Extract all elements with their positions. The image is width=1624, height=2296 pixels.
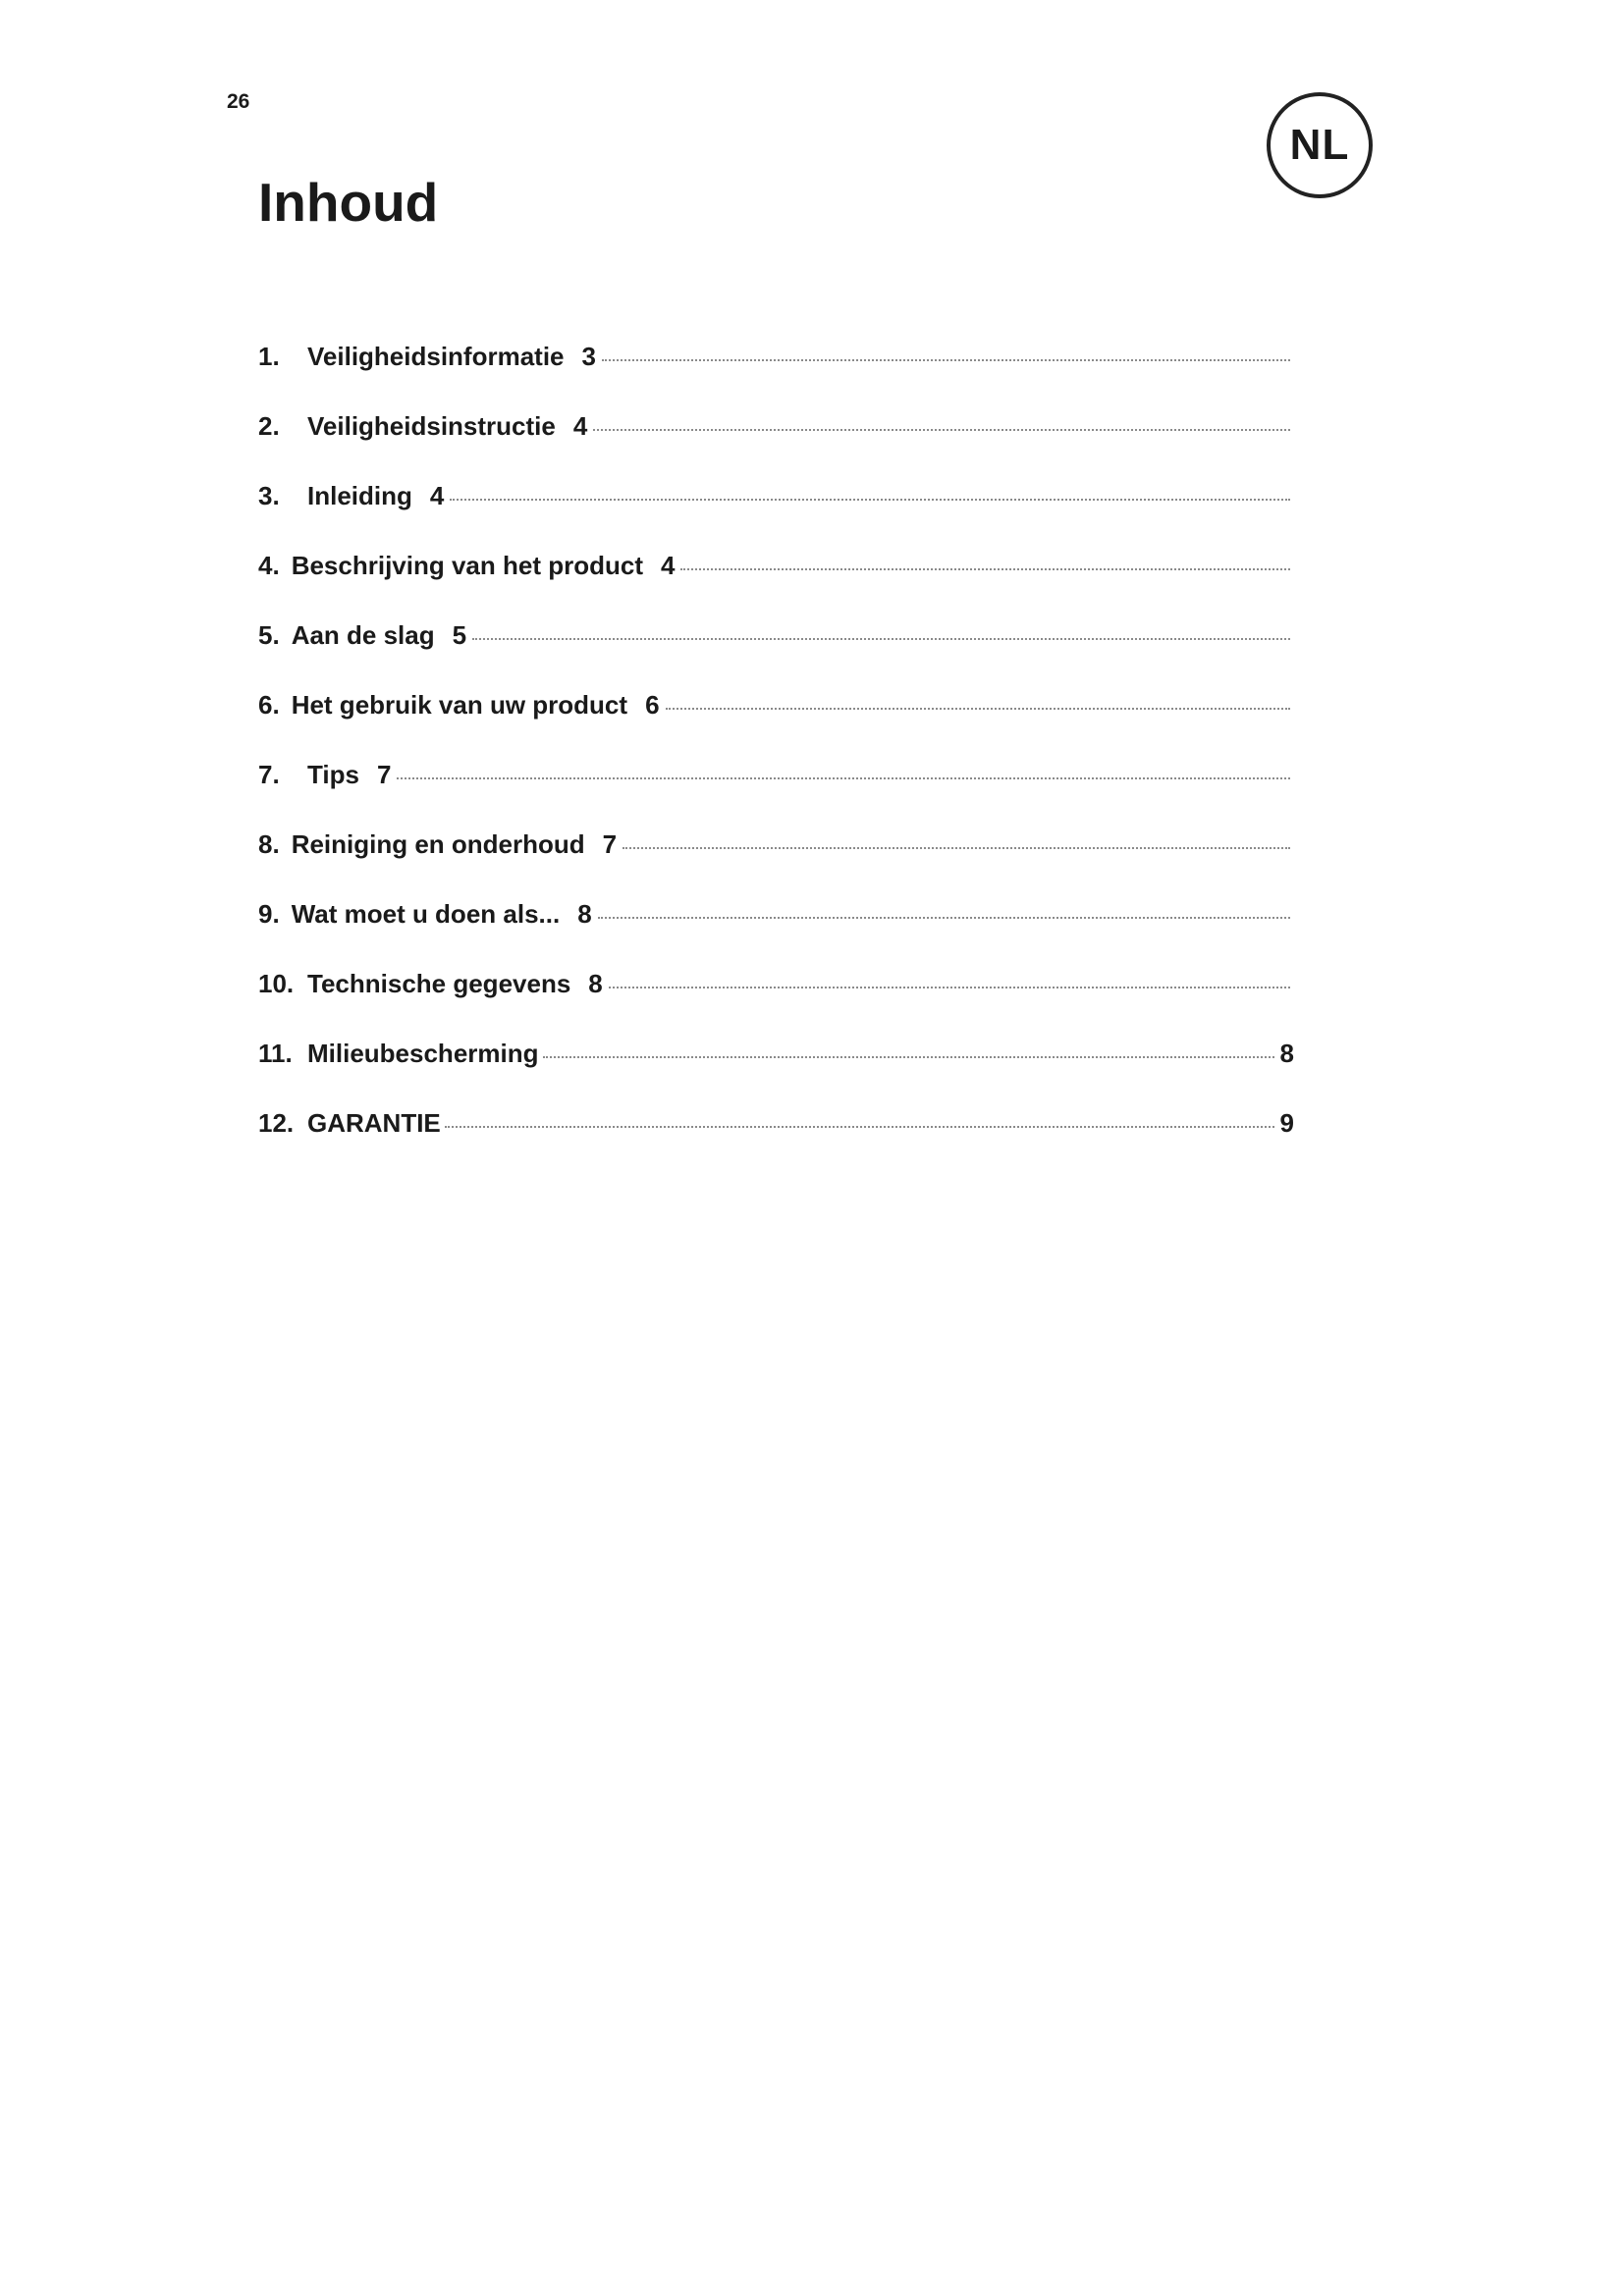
page-number: 26 bbox=[227, 90, 250, 113]
toc-entry-page: 4 bbox=[660, 551, 676, 580]
dot-leader bbox=[602, 359, 1290, 361]
toc-entry-number: 8. bbox=[258, 829, 280, 859]
toc-entry-number: 7. bbox=[258, 760, 280, 789]
toc-entry-page: 8 bbox=[577, 899, 592, 929]
page-title: Inhoud bbox=[258, 172, 439, 233]
toc-entry-label: Inleiding bbox=[307, 481, 412, 510]
toc-entry-label: Tips bbox=[307, 760, 359, 789]
toc-entry-label: Technische gegevens bbox=[307, 969, 571, 998]
toc-entry-page: 7 bbox=[376, 760, 392, 789]
toc-entry-number: 11. bbox=[258, 1039, 293, 1068]
toc-entry[interactable] bbox=[258, 1021, 1309, 1091]
toc-entry-label: Aan de slag bbox=[291, 620, 435, 650]
toc-entry-label: Het gebruik van uw product bbox=[291, 690, 628, 720]
toc-entry[interactable] bbox=[258, 742, 1309, 812]
dot-leader bbox=[397, 777, 1290, 779]
toc-entry-page: 5 bbox=[452, 620, 467, 650]
toc-entry[interactable] bbox=[258, 394, 1309, 463]
toc-entry-page: 9 bbox=[1279, 1108, 1294, 1138]
toc-entry[interactable] bbox=[258, 324, 1309, 394]
toc-entry[interactable] bbox=[258, 812, 1309, 881]
toc-entry-label: Veiligheidsinformatie bbox=[307, 342, 565, 371]
toc-entry-label: Veiligheidsinstructie bbox=[307, 411, 556, 441]
toc-entry-number: 9. bbox=[258, 899, 280, 929]
toc-entry-page: 6 bbox=[645, 690, 660, 720]
dot-leader bbox=[680, 568, 1290, 570]
toc-entry-page: 4 bbox=[572, 411, 588, 441]
toc-entry-page: 7 bbox=[602, 829, 618, 859]
dot-leader bbox=[450, 499, 1290, 501]
dot-leader bbox=[666, 708, 1290, 710]
toc-entry-label: Beschrijving van het product bbox=[291, 551, 643, 580]
language-badge: NL bbox=[1267, 92, 1373, 198]
toc-entry-label: Reiniging en onderhoud bbox=[291, 829, 585, 859]
toc-entry[interactable] bbox=[258, 951, 1309, 1021]
toc-entry[interactable] bbox=[258, 463, 1309, 533]
toc-entry-number: 4. bbox=[258, 551, 280, 580]
toc-entry-number: 6. bbox=[258, 690, 280, 720]
toc-entry[interactable] bbox=[258, 881, 1309, 951]
toc-entry-number: 10. bbox=[258, 969, 295, 998]
dot-leader bbox=[472, 638, 1290, 640]
toc-entry[interactable] bbox=[258, 672, 1309, 742]
dot-leader bbox=[543, 1056, 1274, 1058]
dot-leader bbox=[609, 987, 1290, 988]
toc-entry-page: 4 bbox=[429, 481, 445, 510]
toc-entry-number: 2. bbox=[258, 411, 280, 441]
dot-leader bbox=[623, 847, 1290, 849]
dot-leader bbox=[593, 429, 1290, 431]
toc-entry-page: 8 bbox=[1279, 1039, 1294, 1068]
toc-entry-number: 1. bbox=[258, 342, 280, 371]
toc-entry[interactable] bbox=[258, 603, 1309, 672]
toc-entry-label: Wat moet u doen als... bbox=[291, 899, 561, 929]
toc-entry-number: 5. bbox=[258, 620, 280, 650]
dot-leader bbox=[445, 1126, 1274, 1128]
toc-entry-label: GARANTIE bbox=[307, 1108, 441, 1138]
toc-entry[interactable] bbox=[258, 1091, 1309, 1160]
toc-entry-number: 12. bbox=[258, 1108, 295, 1138]
toc-entry[interactable] bbox=[258, 533, 1309, 603]
dot-leader bbox=[598, 917, 1290, 919]
toc-entry-page: 8 bbox=[588, 969, 603, 998]
toc-entry-number: 3. bbox=[258, 481, 280, 510]
toc-entry-page: 3 bbox=[581, 342, 596, 371]
table-of-contents bbox=[258, 324, 1309, 1160]
toc-entry-label: Milieubescherming bbox=[307, 1039, 539, 1068]
